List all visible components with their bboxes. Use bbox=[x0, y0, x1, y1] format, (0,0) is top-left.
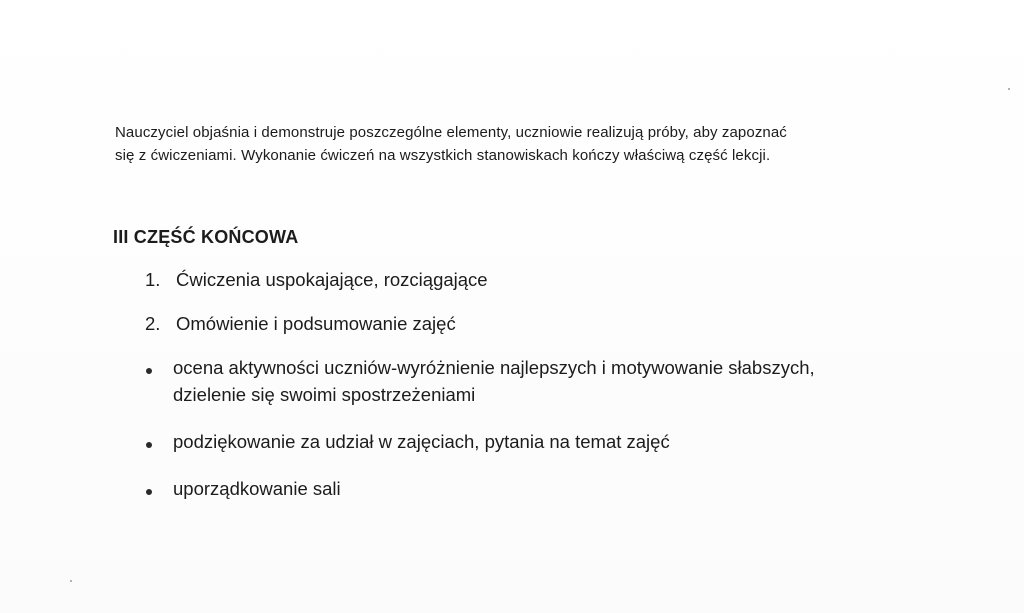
closing-section-list bbox=[142, 266, 942, 502]
scan-speck bbox=[70, 580, 72, 582]
list-item-text: uporządkowanie sali bbox=[173, 478, 341, 499]
list-number-1: 1. bbox=[145, 269, 161, 290]
intro-paragraph bbox=[115, 121, 895, 167]
section-heading: III CZĘŚĆ KOŃCOWA bbox=[113, 227, 299, 247]
list-item-1 bbox=[142, 266, 942, 293]
list-item-text: Ćwiczenia uspokajające, rozciągające bbox=[176, 269, 488, 290]
list-item-4 bbox=[142, 428, 942, 455]
list-item-2 bbox=[142, 310, 942, 337]
bullet-icon bbox=[146, 489, 152, 495]
list-item-text: podziękowanie za udział w zajęciach, pytania na temat zajęć bbox=[173, 431, 670, 452]
bullet-icon bbox=[146, 368, 152, 374]
list-item-text-line-1: ocena aktywności uczniów-wyróżnienie najlepszych i motywowanie słabszych, bbox=[173, 357, 815, 378]
intro-line-1: Nauczyciel objaśnia i demonstruje poszczególne elementy, uczniowie realizują próby, aby zapoznać bbox=[115, 124, 787, 141]
list-number-2: 2. bbox=[145, 313, 161, 334]
intro-line-2: się z ćwiczeniami. Wykonanie ćwiczeń na wszystkich stanowiskach kończy właściwą część lekcji. bbox=[115, 147, 771, 164]
scan-speck bbox=[1008, 88, 1010, 90]
bullet-icon bbox=[146, 442, 152, 448]
list-item-text: Omówienie i podsumowanie zajęć bbox=[176, 313, 456, 334]
list-item-3 bbox=[142, 354, 942, 408]
list-item-5 bbox=[142, 475, 942, 502]
list-item-text-line-2: dzielenie się swoimi spostrzeżeniami bbox=[173, 384, 476, 405]
